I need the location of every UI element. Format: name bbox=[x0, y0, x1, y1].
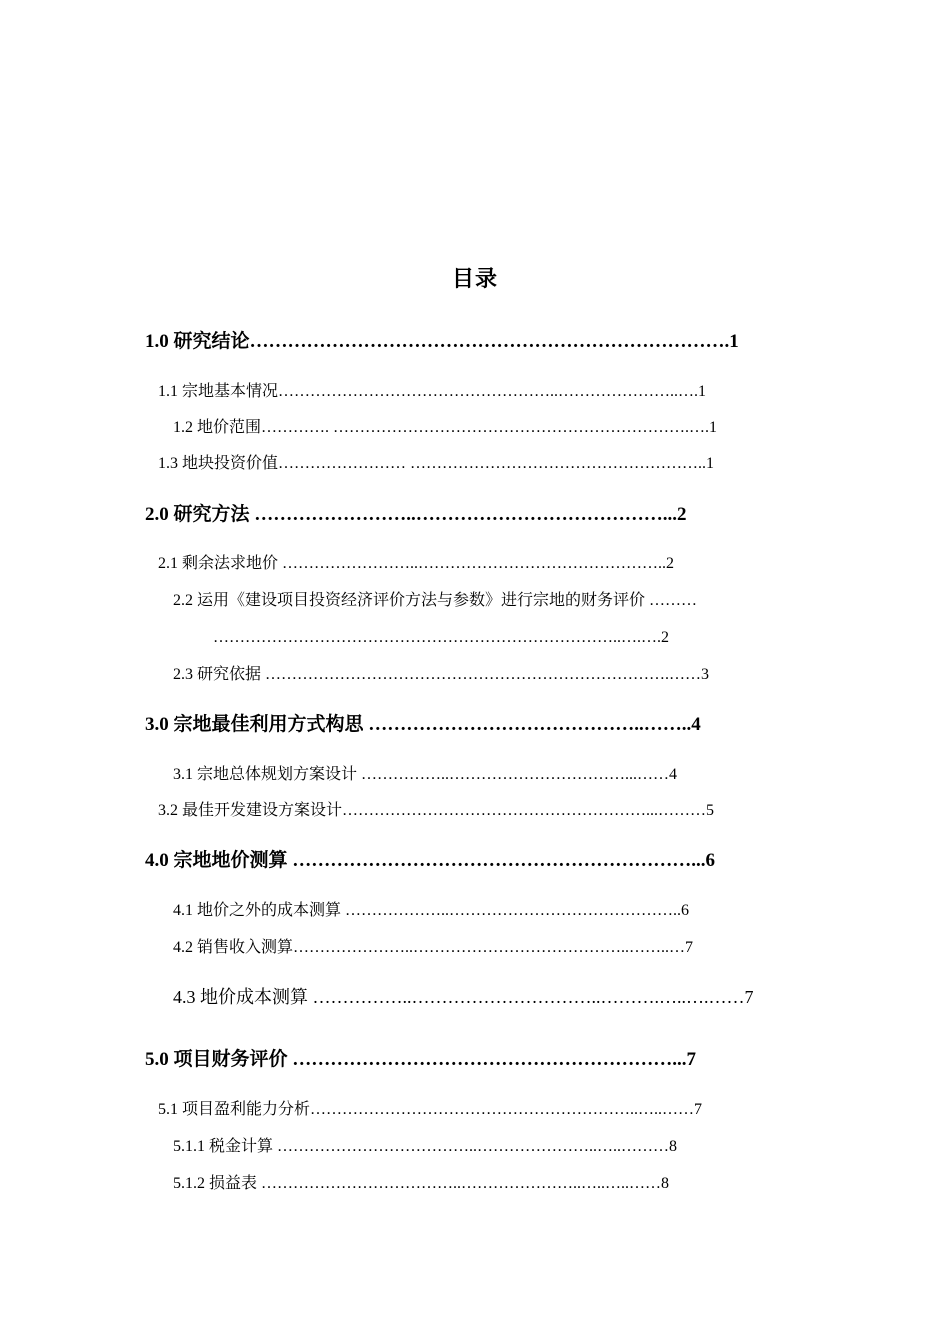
toc-entry-2-1[interactable]: 2.1 剩余法求地价 ……………………..………………………………………..2 bbox=[158, 555, 675, 572]
toc-entry-2-2[interactable]: 2.2 运用《建设项目投资经济评价方法与参数》进行宗地的财务评价 ……… bbox=[173, 592, 698, 609]
toc-entry-2-0[interactable]: 2.0 研究方法 ……………………..…………………………………...2 bbox=[145, 504, 687, 525]
toc-entry-1-3[interactable]: 1.3 地块投资价值…………………… ………………………………………………..1 bbox=[158, 455, 715, 472]
toc-entry-5-1-1[interactable]: 5.1.1 税金计算 ………………………………..…………………..…..………8 bbox=[173, 1138, 678, 1155]
toc-entry-1-0[interactable]: 1.0 研究结论………………………………………………………………….1 bbox=[145, 331, 739, 352]
toc-entry-5-1-2[interactable]: 5.1.2 损益表 ………………………………..…………………..…..…..……8 bbox=[173, 1175, 670, 1192]
toc-entry-1-1[interactable]: 1.1 宗地基本情况……………………………………………..…………………..….1 bbox=[158, 383, 707, 400]
toc-entry-4-0[interactable]: 4.0 宗地地价测算 ………………………………………………………...6 bbox=[145, 850, 716, 871]
toc-entry-3-0[interactable]: 3.0 宗地最佳利用方式构思 ……………………………………..……..4 bbox=[145, 714, 701, 735]
toc-entry-4-1[interactable]: 4.1 地价之外的成本测算 ………………..……………………………………..6 bbox=[173, 902, 690, 919]
toc-entry-5-0[interactable]: 5.0 项目财务评价 ……………………………………………………...7 bbox=[145, 1049, 697, 1070]
toc-entry-2-3[interactable]: 2.3 研究依据 ………………………………………………………………….……3 bbox=[173, 666, 710, 683]
toc-entry-4-2[interactable]: 4.2 销售收入测算…………………..…………………………………..……..…7 bbox=[173, 939, 694, 956]
toc-entry-3-2[interactable]: 3.2 最佳开发建设方案设计…………………………………………………...………5 bbox=[158, 802, 715, 819]
toc-entry-3-1[interactable]: 3.1 宗地总体规划方案设计 ……………..……………………………...……4 bbox=[173, 766, 678, 783]
toc-entry-1-2[interactable]: 1.2 地价范围…………. ………………………………………………………….….1 bbox=[173, 419, 718, 436]
toc-entry-2-2-cont[interactable]: …………………………………………………………………..….….2 bbox=[213, 629, 669, 646]
toc-entry-4-3[interactable]: 4.3 地价成本测算 ……………..…………………………..……….…..….……7 bbox=[173, 987, 754, 1007]
toc-title: 目录 bbox=[451, 266, 498, 291]
toc-entry-5-1[interactable]: 5.1 项目盈利能力分析……………………………………………………..…..……7 bbox=[158, 1101, 703, 1118]
